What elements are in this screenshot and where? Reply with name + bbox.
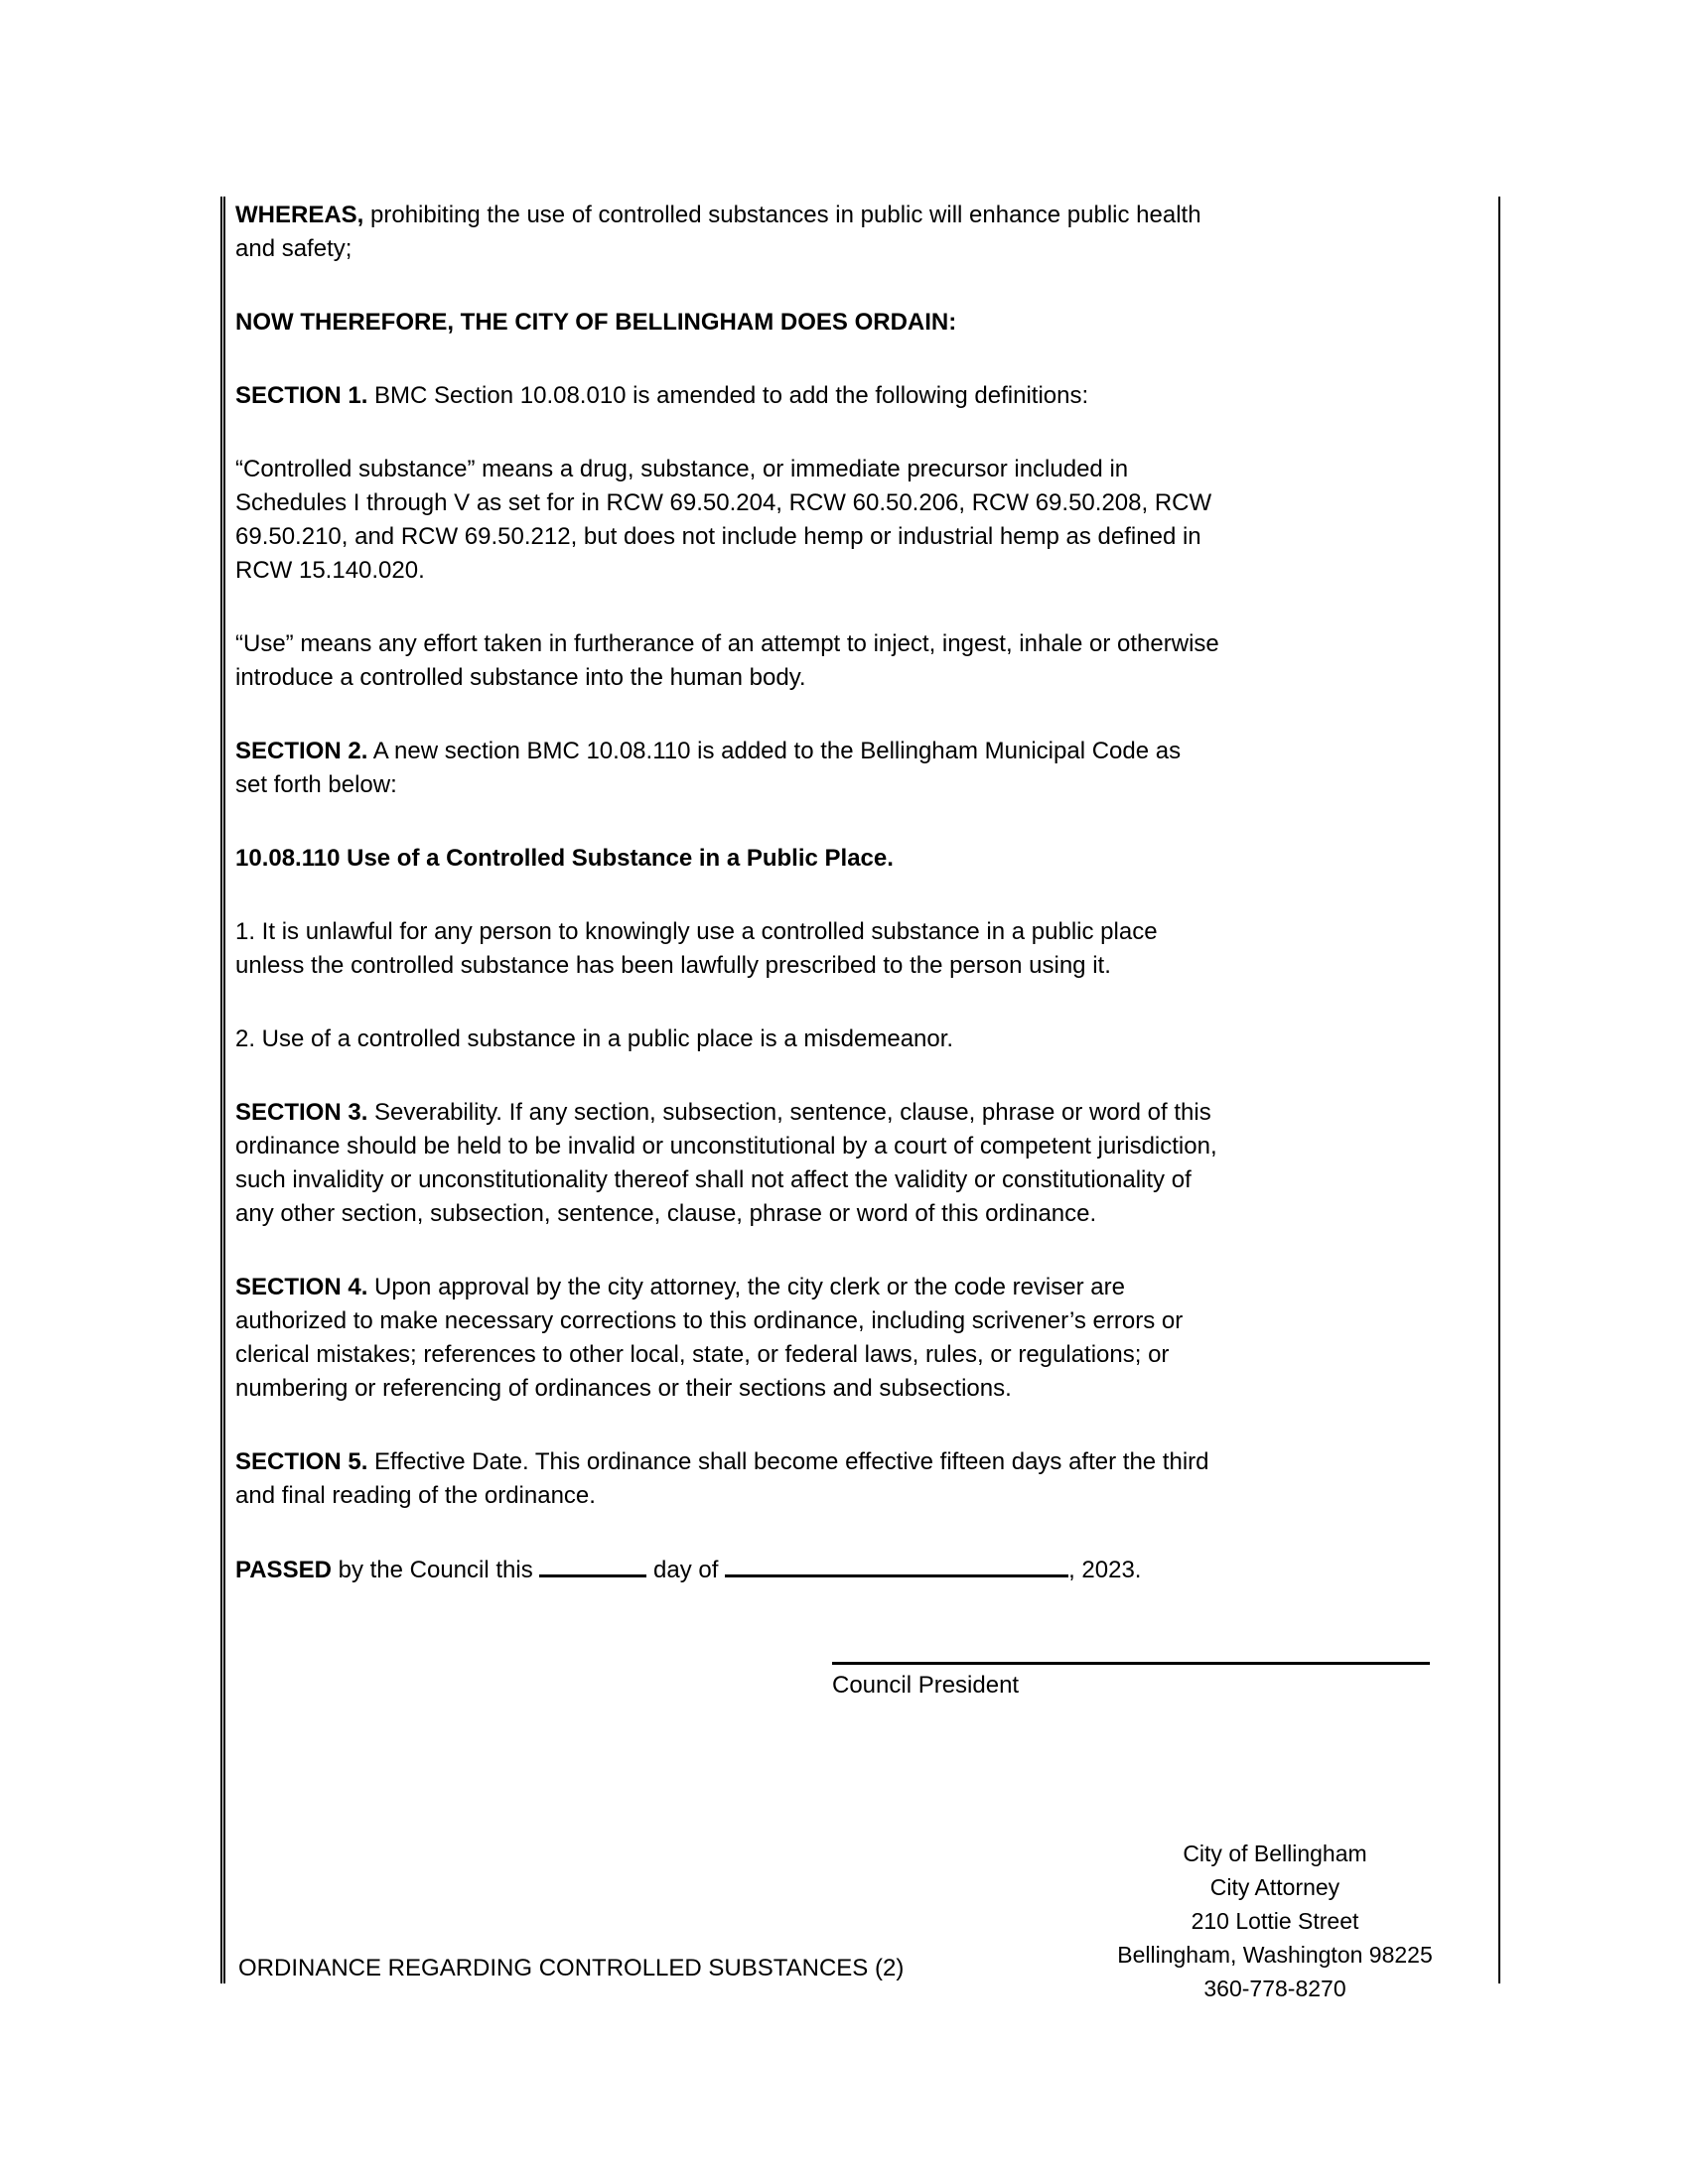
bold-lead: SECTION 5. [235,1448,368,1475]
footer-address-line: Bellingham, Washington 98225 [1117,1942,1433,1968]
footer-address-line: City Attorney [1209,1874,1340,1900]
text-line: SECTION 5. Effective Date. This ordinance shall become effective fifteen days after the third [235,1448,1209,1475]
bold-lead: SECTION 4. [235,1274,368,1300]
document-body [235,199,1478,1587]
text-line: authorized to make necessary corrections to this ordinance, including scrivener’s errors or [235,1307,1184,1334]
paragraph-section-3 [235,1096,1478,1231]
text-line: introduce a controlled substance into the human body. [235,664,806,691]
footer-address-line: 210 Lottie Street [1191,1908,1359,1934]
text-line: such invalidity or unconstitutionality thereof shall not affect the validity or constitutionality of [235,1166,1192,1193]
bold-lead: SECTION 1. [235,382,368,409]
text-line: WHEREAS, prohibiting the use of controlled substances in public will enhance public health [235,202,1201,228]
paragraph-whereas-clause [235,199,1478,266]
text-line: numbering or referencing of ordinances or their sections and subsections. [235,1375,1012,1402]
text-line: “Controlled substance” means a drug, substance, or immediate precursor included in [235,456,1129,482]
paragraph-bmc-10-08-110-heading [235,842,1478,876]
paragraph-definition-use [235,627,1478,695]
text-line: any other section, subsection, sentence, clause, phrase or word of this ordinance. [235,1200,1097,1227]
text-line: 2. Use of a controlled substance in a public place is a misdemeanor. [235,1025,954,1052]
text-line: 69.50.210, and RCW 69.50.212, but does not include hemp or industrial hemp as defined in [235,523,1201,550]
text-line: unless the controlled substance has been lawfully prescribed to the person using it. [235,952,1111,979]
paragraph-definition-controlled-substance [235,453,1478,588]
bold-lead: WHEREAS, [235,202,364,228]
text-line: SECTION 1. BMC Section 10.08.010 is amended to add the following definitions: [235,382,1089,409]
footer-address-line: 360-778-8270 [1203,1976,1346,2001]
paragraph-item-1 [235,915,1478,983]
blank-day-number [539,1553,646,1577]
paragraph-item-2 [235,1023,1478,1056]
text-line: RCW 15.140.020. [235,557,425,584]
text-line: “Use” means any effort taken in furtherance of an attempt to inject, ingest, inhale or otherwise [235,630,1219,657]
signature-block [832,1662,1430,1703]
footer-address-line: City of Bellingham [1183,1841,1367,1866]
text-line: and final reading of the ordinance. [235,1482,596,1509]
paragraph-section-1 [235,379,1478,413]
paragraph-section-4 [235,1271,1478,1406]
bold-lead: SECTION 3. [235,1099,368,1126]
paragraph-section-2 [235,735,1478,802]
text-line: SECTION 3. Severability. If any section, subsection, sentence, clause, phrase or word of this [235,1099,1211,1126]
paragraph-section-5 [235,1445,1478,1513]
text-line: SECTION 2. A new section BMC 10.08.110 is added to the Bellingham Municipal Code as [235,738,1182,764]
text-line: SECTION 4. Upon approval by the city attorney, the city clerk or the code reviser are [235,1274,1125,1300]
document-frame [220,197,1500,1983]
paragraph-passed-clause: PASSED by the Council this day of , 2023. [235,1553,1478,1587]
text-line: Schedules I through V as set for in RCW 69.50.204, RCW 60.50.206, RCW 69.50.208, RCW [235,489,1212,516]
text-line: ordinance should be held to be invalid or unconstitutional by a court of competent jurisdiction, [235,1133,1217,1160]
passed-bold-lead: PASSED [235,1557,332,1583]
bold-lead: SECTION 2. [235,738,368,764]
text-line: set forth below: [235,771,397,798]
blank-month [725,1553,1068,1577]
footer-ordinance-title: ORDINANCE REGARDING CONTROLLED SUBSTANCES (2) [238,1955,905,1981]
signature-label-council-president: Council President [832,1672,1020,1699]
paragraph-ordain-clause [235,306,1478,340]
footer-attorney-address [1101,1837,1449,2005]
text-line: and safety; [235,235,352,262]
text-line: 1. It is unlawful for any person to knowingly use a controlled substance in a public place [235,918,1158,945]
text-line: 10.08.110 Use of a Controlled Substance in a Public Place. [235,845,894,872]
text-line: NOW THEREFORE, THE CITY OF BELLINGHAM DOES ORDAIN: [235,309,957,336]
text-line: clerical mistakes; references to other local, state, or federal laws, rules, or regulations; or [235,1341,1170,1368]
